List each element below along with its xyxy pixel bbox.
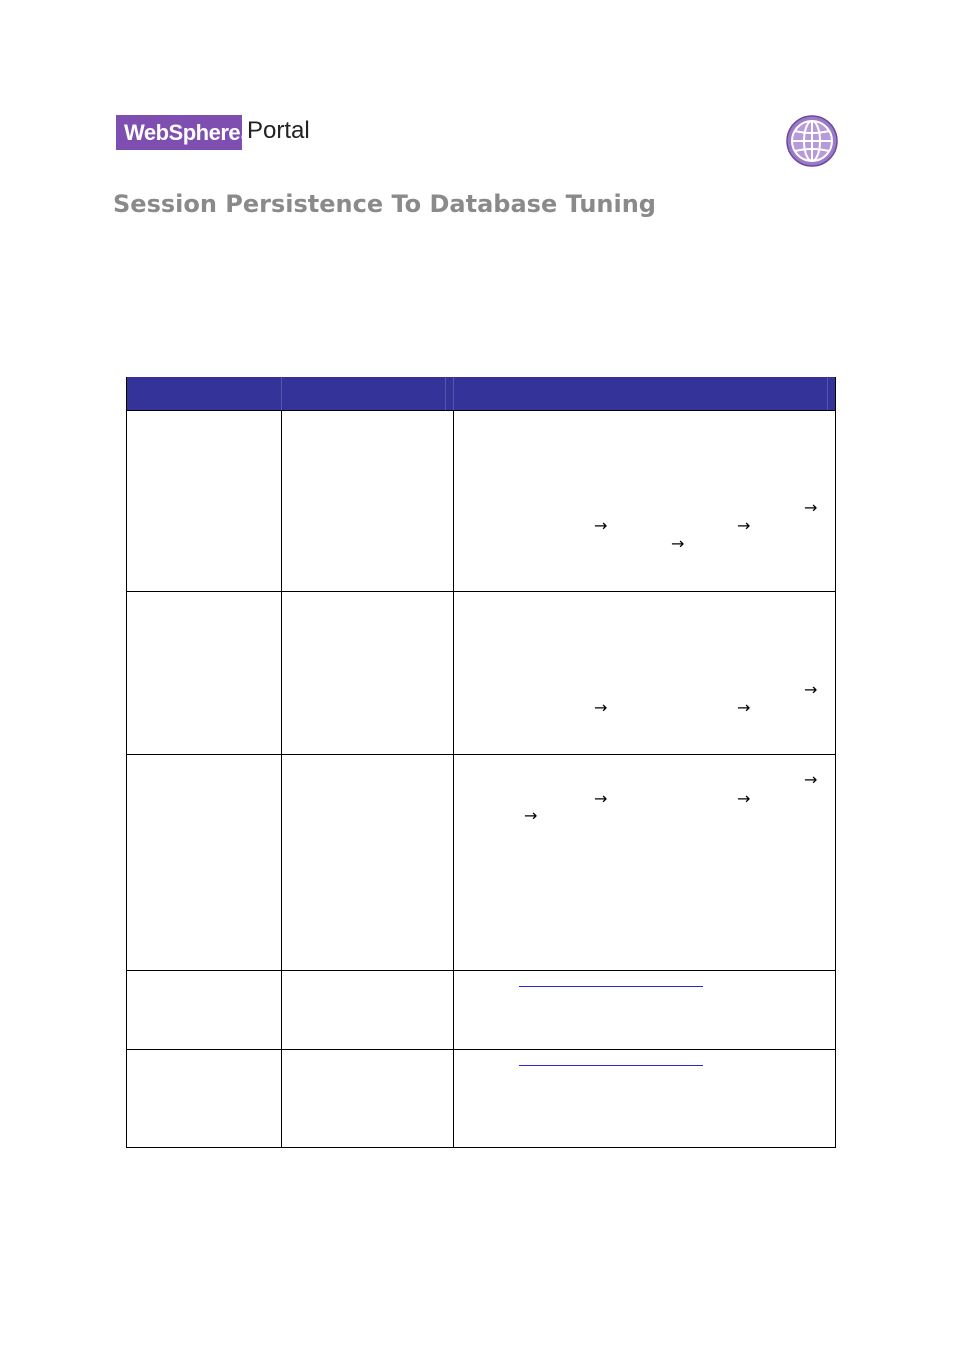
row-divider: [126, 754, 836, 755]
reference-link[interactable]: [519, 986, 703, 987]
table-header-row: [126, 377, 836, 410]
arrow-icon: →: [524, 806, 538, 825]
arrow-icon: →: [594, 698, 608, 717]
arrow-icon: →: [594, 516, 608, 535]
logo-portal-text: Portal: [247, 117, 310, 144]
row-divider: [126, 970, 836, 971]
arrow-icon: →: [594, 789, 608, 808]
arrow-icon: →: [804, 770, 818, 789]
row-divider: [126, 591, 836, 592]
arrow-icon: →: [804, 498, 818, 517]
row-divider: [126, 1049, 836, 1050]
row-divider: [126, 410, 836, 411]
registered-mark: ®: [241, 133, 247, 142]
arrow-icon: →: [804, 680, 818, 699]
arrow-icon: →: [737, 516, 751, 535]
document-title: Session Persistence To Database Tuning: [113, 190, 656, 218]
globe-icon: [786, 115, 838, 167]
logo-primary-text: WebSphere: [124, 119, 241, 145]
arrow-icon: →: [737, 698, 751, 717]
websphere-logo: [116, 115, 247, 150]
arrow-icon: →: [671, 534, 685, 553]
arrow-icon: →: [737, 789, 751, 808]
settings-table: [126, 377, 836, 1148]
reference-link[interactable]: [519, 1065, 703, 1066]
